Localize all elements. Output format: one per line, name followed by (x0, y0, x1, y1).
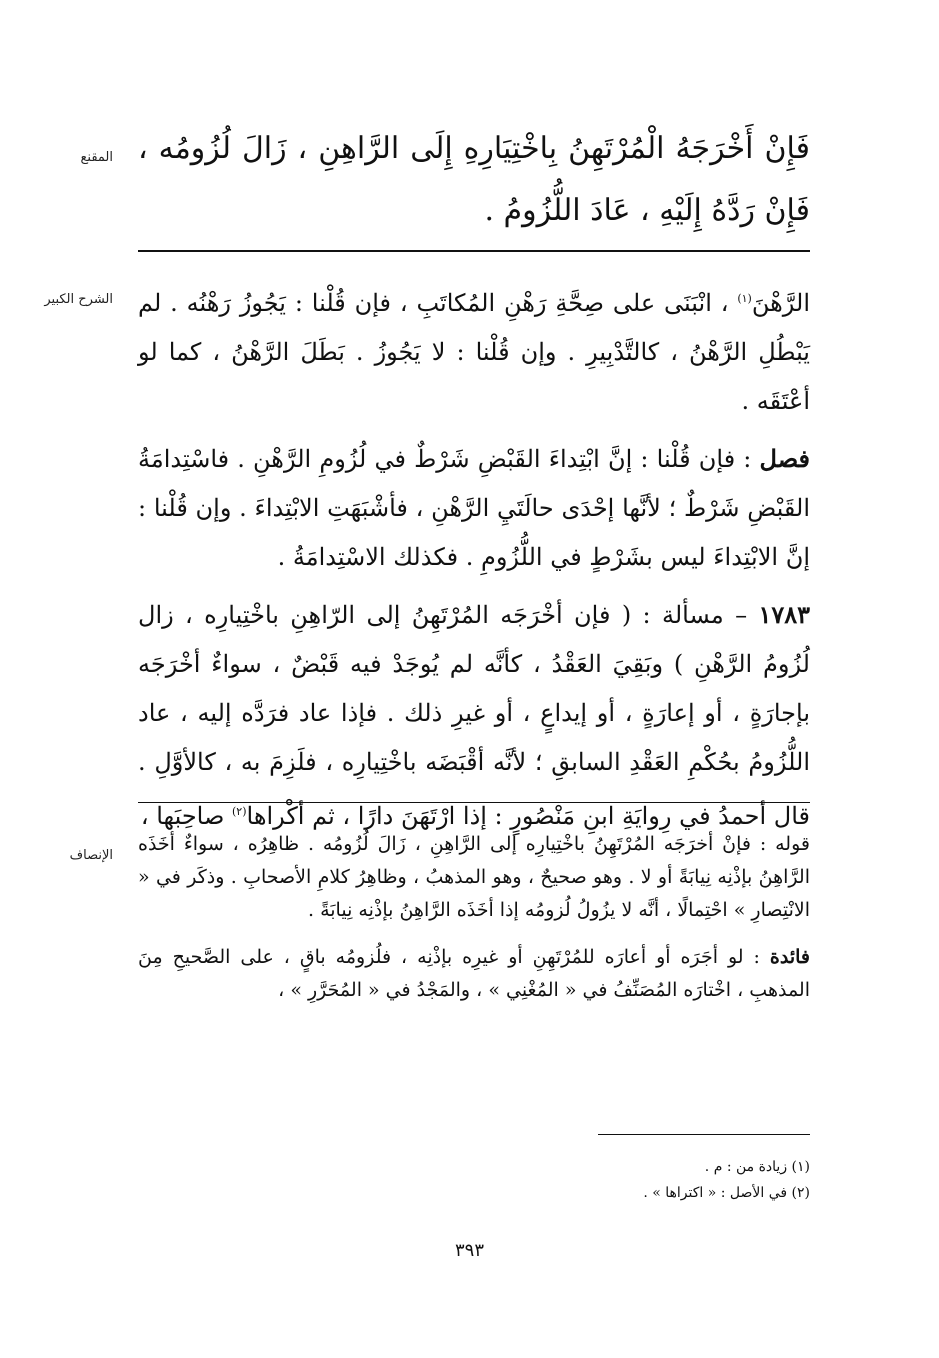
sharh-text (138, 274, 810, 841)
insaf-text (138, 828, 810, 1007)
muqni-paragraph: فَإِنْ أَخْرَجَهُ الْمُرْتَهِنُ بِاخْتِيَارِهِ إِلَى الرَّاهِنِ ، زَالَ لُزُومُه ، فَإِنْ رَدَّهُ إِلَيْهِ ، عَادَ اللُّزُومُ . (138, 131, 810, 228)
footnote-2: (٢) في الأصل : « اكتراها » . (643, 1185, 810, 1201)
masala-number: ١٧٨٣ (758, 600, 810, 629)
rule-after-muqni (138, 250, 810, 252)
sharh-paragraph-3 (138, 590, 810, 841)
footnotes (138, 1154, 810, 1206)
faida-heading: فائدة (769, 946, 810, 968)
sharh-paragraph-2 (138, 434, 810, 582)
sharh-p3-end: صاحِبَها ، (140, 802, 232, 830)
page-number: ٣٩٣ (454, 1240, 484, 1261)
footnote-ref-1: (١) (737, 292, 752, 305)
insaf-paragraph-2 (138, 941, 810, 1007)
sharh-p3-text: – مسألة : ( فإن أخْرَجَه المُرْتَهِنُ إلى الرّاهِنِ باخْتِيارِه ، زال لُزُومُ الرَّهْنِ ) وبَقِيَ العَقْدُ ، كأنَّه لم يُوجَدْ فيه قَبْضٌ ، سواءٌ أخْرَجَه بإجارَةٍ ، أو إعارَةٍ ، أو إيداعٍ ، أو غيرِ ذلك . فإذا عاد فرَدَّه إليه ، عاد اللُّزُومُ بحُكْمِ العَقْدِ السابقِ ؛ لأنَّه أقْبَضَه باخْتِيارِه ، فلَزِمَ به ، كالأوَّلِ . قال أحمدُ في رِوايَةِ ابنِ مَنْصُورٍ : إذا ارْتَهَنَ دارًا ، ثم أكْراها (138, 601, 810, 830)
insaf-paragraph-1: قوله : فإنْ أخرَجَه المُرْتَهِنُ باخْتِيارِه إلى الرَّاهِنِ ، زَالَ لُزُومُه . ظاهِرُه ، سواءٌ أخَذَه الرَّاهِنُ بإذْنِه نِيابَةً أو لا . وهو صحيحٌ ، وهو المذهبُ ، وظاهِرُ كلامِ الأصحابِ . وذكَر في « الانْتِصارِ » احْتِمالًا ، أنَّه لا يزُولُ لُزومُه إذا أخَذَه الرَّاهِنُ بإذْنِه نِيابَةً . (138, 833, 810, 921)
footnote-ref-2: (٢) (231, 805, 247, 818)
footnote-rule (598, 1134, 810, 1135)
footnote-1: (١) زيادة من : م . (704, 1159, 810, 1175)
sharh-paragraph-1 (138, 274, 810, 426)
insaf-p2-text: : لو أجَرَه أو أعارَه للمُرْتَهِنِ أو غيرِه بإذْنِه ، فلُزومُه باقٍ ، على الصَّحيحِ مِنَ المذهبِ ، اخْتارَه المُصَنِّفُ في « المُغْنِي » ، والمَجْدُ في « المُحَرَّرِ » ، (138, 946, 810, 1001)
sharh-p1-start: الرَّهْنَ (751, 289, 810, 317)
muqni-text (138, 118, 810, 242)
sharh-p2-text: : فإن قُلْنا : إنَّ ابْتِداءَ القَبْضِ شَرْطٌ في لُزُومِ الرَّهْنِ . فاسْتِدامَةُ القَبْضِ شَرْطٌ ؛ لأنَّها إحْدَى حالَتَيِ الرَّهْنِ ، فأشْبَهَتِ الابْتِداءَ . وإن قُلْنا : إنَّ الابْتِداءَ ليس بشَرْطٍ في اللُّزُومِ . فكذلك الاسْتِدامَةُ . (138, 445, 810, 571)
muqni-label: المقنع (80, 150, 113, 165)
fasl-heading: فصل (759, 444, 810, 473)
sharh-label: الشرح الكبير (44, 292, 113, 307)
insaf-label: الإنصاف (69, 848, 113, 863)
sharh-p1-rest: ، انْبَنَى على صِحَّةِ رَهْنِ المُكاتَبِ ، فإن قُلْنا : يَجُوزُ رَهْنُه . لم يَبْطُلِ الرَّهْنُ ، كالتَّدْبِيرِ . وإن قُلْنا : لا يَجُوزُ . بَطَلَ الرَّهْنُ ، كما لو أعْتَقَه . (138, 289, 810, 415)
rule-after-sharh (138, 802, 810, 803)
